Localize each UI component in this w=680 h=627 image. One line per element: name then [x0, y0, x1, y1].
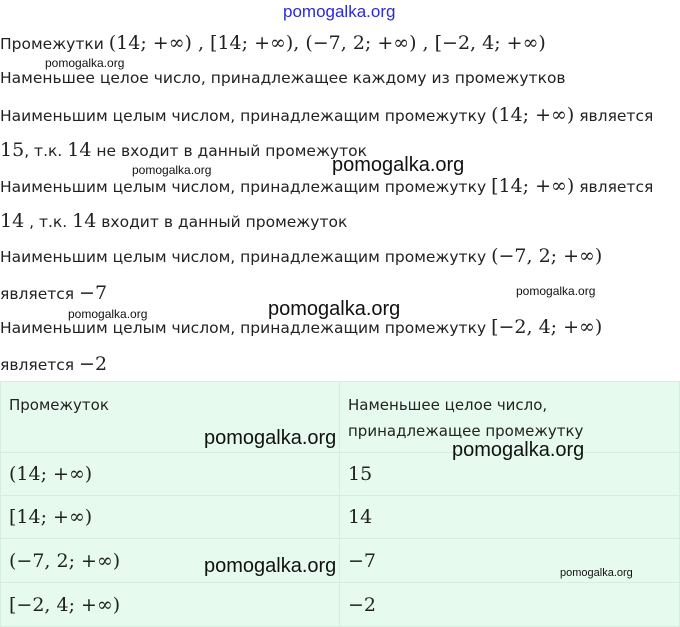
value-cell: 15 — [340, 453, 680, 496]
watermark: pomogalka.org — [332, 154, 465, 176]
value-cell: −7 — [340, 539, 680, 583]
watermark: pomogalka.org — [516, 284, 596, 298]
reason-line-2: 14 , т.к. 14 входит в данный промежуток — [0, 210, 348, 232]
value-cell: 14 — [340, 496, 680, 539]
answers-table — [0, 381, 680, 627]
answer-value-4: является −2 — [0, 353, 108, 375]
watermark: pomogalka.org — [45, 56, 125, 70]
answer-line-2: Наименьшим целым числом, принадлежащим промежутку [14; +∞) является — [0, 175, 654, 197]
interval-cell: (−7, 2; +∞) — [1, 539, 340, 583]
watermark: pomogalka.org — [560, 567, 633, 579]
watermark: pomogalka.org — [132, 163, 212, 177]
watermark: pomogalka.org — [204, 555, 337, 577]
answer-line-3: Наименьшим целым числом, принадлежащим промежутку (−7, 2; +∞) — [0, 245, 603, 267]
interval-cell: [−2, 4; +∞) — [1, 583, 340, 627]
table-row — [1, 583, 680, 627]
value-cell: −2 — [340, 583, 680, 627]
watermark: pomogalka.org — [68, 307, 148, 321]
site-watermark-header: pomogalka.org — [283, 2, 396, 21]
header-min-integer: Наменьшее целое число, принадлежащее промежутку — [340, 382, 680, 453]
answer-line-4: Наименьшим целым числом, принадлежащим промежутку [−2, 4; +∞) — [0, 316, 603, 338]
question-line: Наменьшее целое число, принадлежащее каждому из промежутков — [0, 69, 566, 87]
interval-cell: (14; +∞) — [1, 453, 340, 496]
table-row — [1, 496, 680, 539]
watermark: pomogalka.org — [204, 427, 337, 449]
interval-cell: [14; +∞) — [1, 496, 340, 539]
watermark: pomogalka.org — [268, 298, 401, 320]
answer-value-3: является −7 — [0, 282, 108, 304]
reason-line-1: 15, т.к. 14 не входит в данный промежуток — [0, 139, 367, 161]
intervals-line: Промежутки (14; +∞) , [14; +∞), (−7, 2; +∞) , [−2, 4; +∞) — [0, 32, 546, 54]
header-interval: Промежуток — [1, 382, 340, 453]
watermark: pomogalka.org — [452, 439, 585, 461]
answer-line-1: Наименьшим целым числом, принадлежащим промежутку (14; +∞) является — [0, 104, 654, 126]
